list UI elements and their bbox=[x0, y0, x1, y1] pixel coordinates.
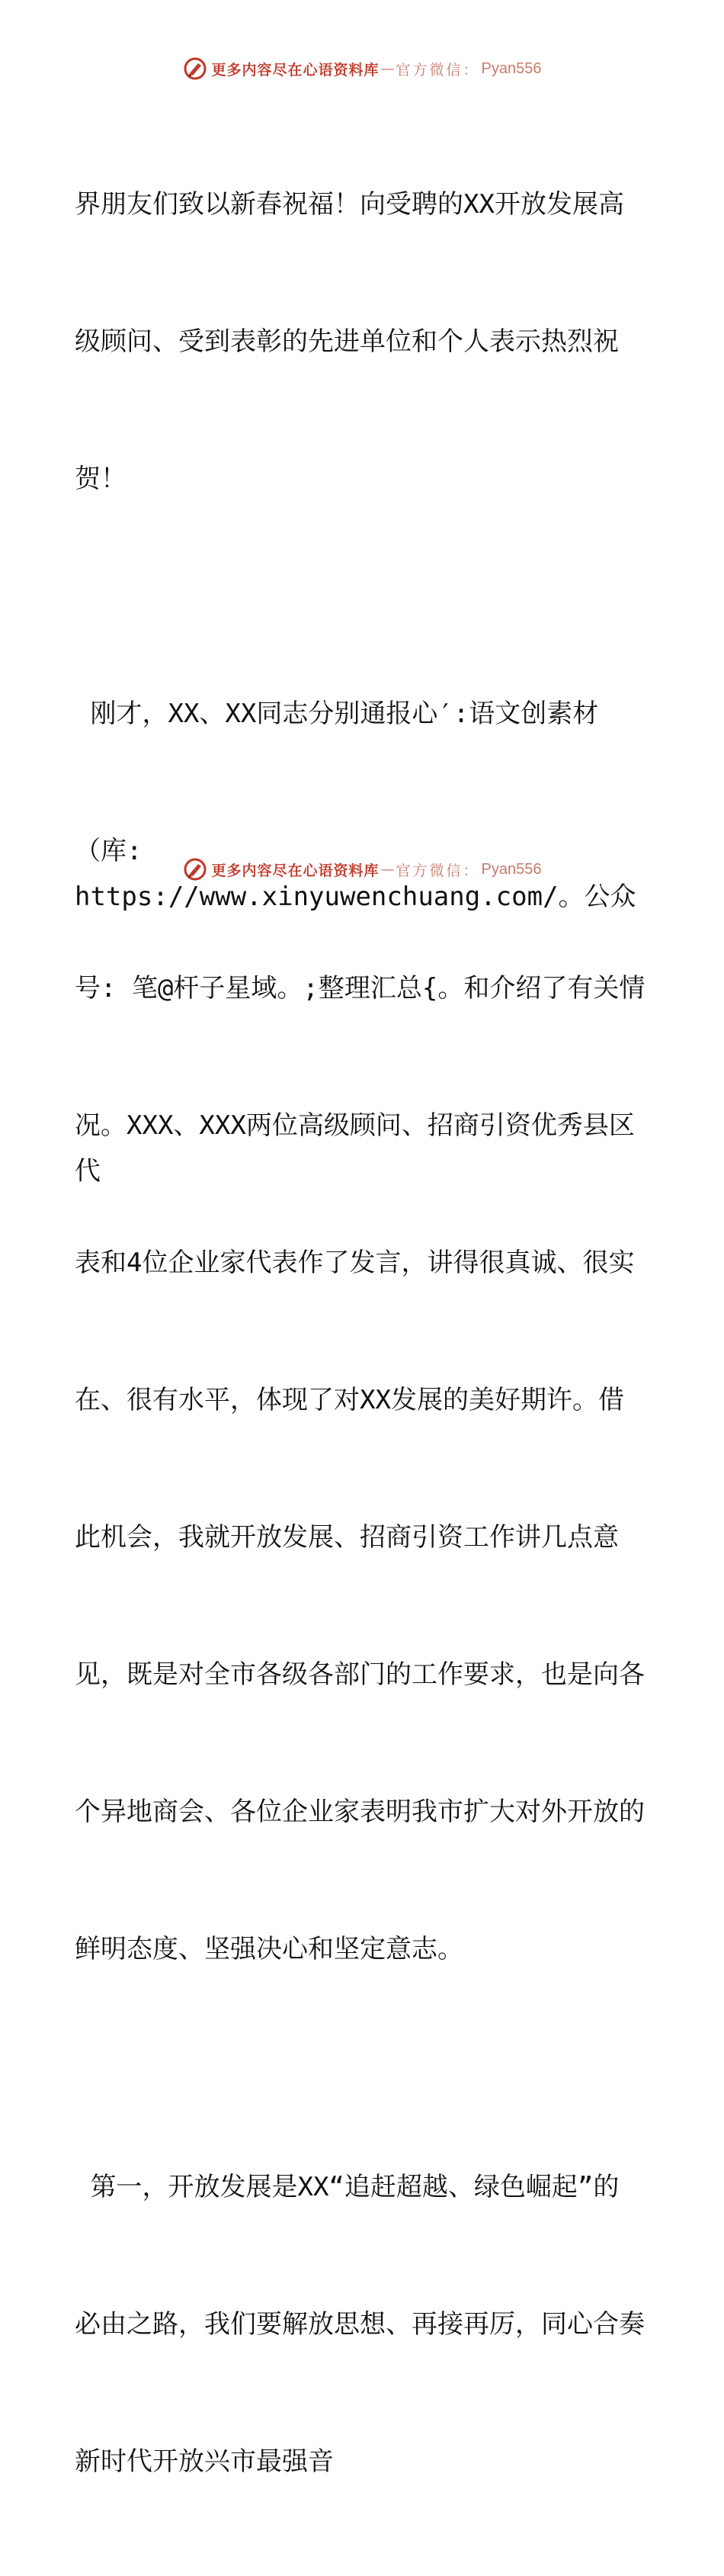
footer-watermark-banner bbox=[0, 854, 724, 885]
text-line: 号: 笔@杆子星域。;整理汇总{。和介绍了有关情 bbox=[75, 973, 646, 1004]
banner-official-label: 官方微信： bbox=[396, 61, 480, 79]
banner-dash: — bbox=[380, 60, 395, 77]
text-line: 级顾问、受到表彰的先进单位和个人表示热烈祝 bbox=[75, 326, 619, 357]
text-line: 此机会，我就开放发展、招商引资工作讲几点意 bbox=[75, 1522, 619, 1553]
text-line: 个异地商会、各位企业家表明我市扩大对外开放的 bbox=[75, 1797, 645, 1827]
banner-brand-text: 更多内容尽在心语资料库 bbox=[211, 61, 380, 79]
pen-circle-icon bbox=[183, 56, 207, 81]
banner-dash: — bbox=[380, 861, 395, 878]
text-line: 第一，开放发展是XX“追赶超越、绿色崛起”的 bbox=[75, 2172, 620, 2202]
text-line: 见，既是对全市各级各部门的工作要求，也是向各 bbox=[75, 1659, 645, 1690]
header-watermark-banner bbox=[0, 53, 724, 84]
text-line: 表和4位企业家代表作了发言，讲得很真诚、很实 bbox=[75, 1248, 635, 1278]
paragraph-2 bbox=[75, 599, 654, 2064]
pen-circle-icon bbox=[183, 857, 207, 882]
text-line: 贺！ bbox=[75, 464, 127, 494]
text-line: 况。XXX、XXX两位高级顾问、招商引资优秀县区代 bbox=[75, 1110, 635, 1187]
text-line: 界朋友们致以新春祝福！向受聘的XX开放发展高 bbox=[75, 189, 624, 220]
paragraph-1 bbox=[75, 90, 654, 593]
text-line: 鲜明态度、坚强决心和坚定意志。 bbox=[75, 1934, 463, 1964]
banner-official-label: 官方微信： bbox=[396, 862, 480, 879]
text-line: 在、很有水平，体现了对XX发展的美好期许。借 bbox=[75, 1385, 624, 1415]
document-body bbox=[75, 90, 654, 2576]
text-line: 刚才，XX、XX同志分别通报心′:语文创素材 bbox=[75, 699, 599, 729]
text-line: 新时代开放兴市最强音 bbox=[75, 2446, 334, 2477]
text-line: （库: https://www.xinyuwenchuang.com/。公众 bbox=[75, 836, 636, 912]
text-line: 必由之路，我们要解放思想、再接再厉，同心合奏 bbox=[75, 2309, 645, 2340]
banner-wechat-id: Pyan556 bbox=[481, 860, 542, 878]
paragraph-3 bbox=[75, 2073, 654, 2576]
banner-wechat-id: Pyan556 bbox=[481, 59, 542, 77]
banner-brand-text: 更多内容尽在心语资料库 bbox=[211, 862, 380, 879]
